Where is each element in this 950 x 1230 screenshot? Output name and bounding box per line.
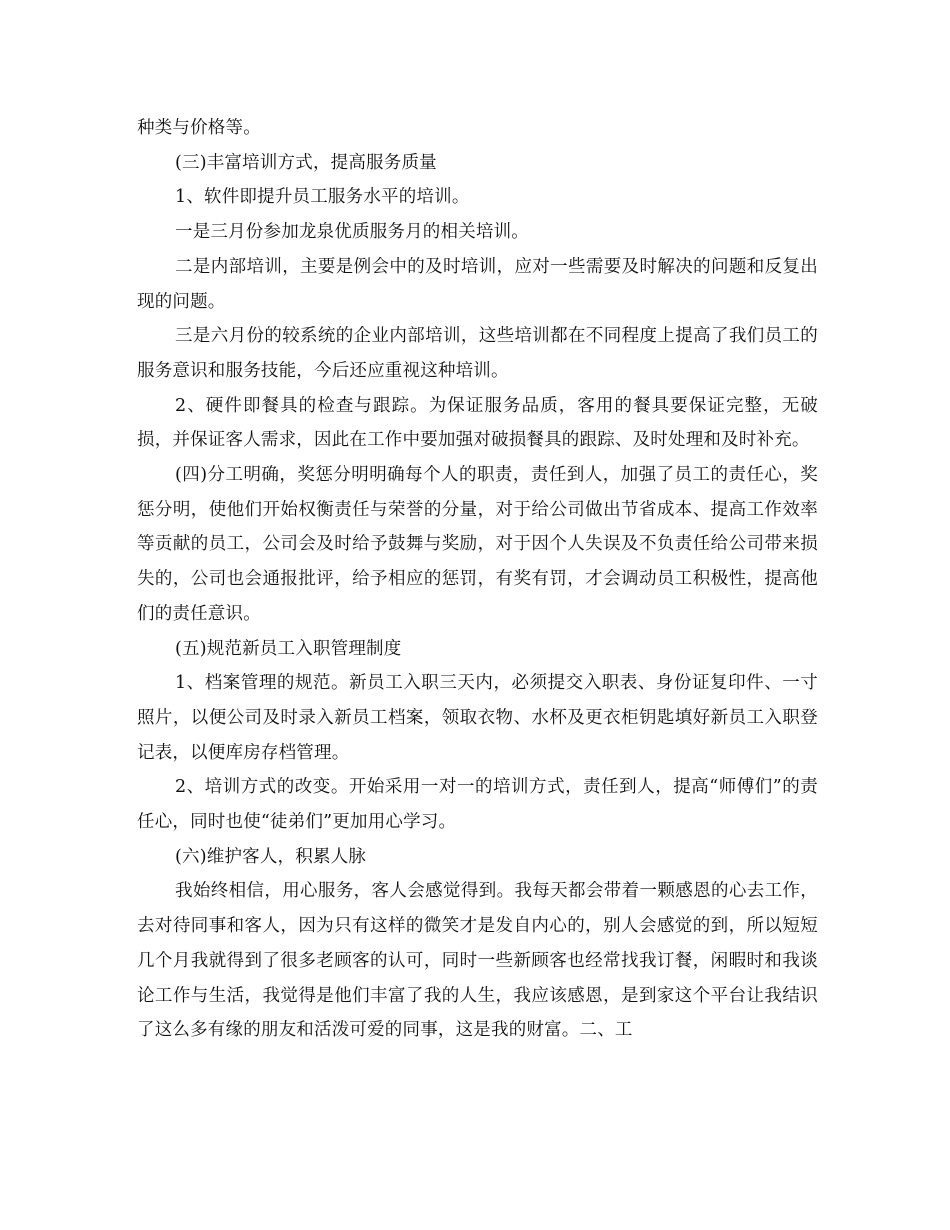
- section-heading-3: (三)丰富培训方式，提高服务质量: [175, 152, 437, 173]
- paragraph-6: 三是六月份的较系统的企业内部培训，这些培训都在不同程度上提高了我们员工的服务意识和服务技能，今后还应重视这种培训。: [137, 326, 818, 381]
- paragraph-4: 一是三月份参加龙泉优质服务月的相关培训。: [175, 222, 529, 243]
- section-heading-6: (六)维护客人，积累人脉: [175, 846, 367, 867]
- paragraph-7: 2、硬件即餐具的检查与跟踪。为保证服务品质，客用的餐具要保证完整，无破损，并保证客人需求，因此在工作中要加强对破损餐具的跟踪、及时处理和及时补充。: [137, 395, 818, 451]
- paragraph-3: 1、软件即提升员工服务水平的培训。: [175, 187, 470, 208]
- paragraph-1: 种类与价格等。: [137, 118, 261, 138]
- paragraph-11: 2、培训方式的改变。开始采用一对一的培训方式，责任到人，提高“师傅们”的责任心，同时也使“徒弟们”更加用心学习。: [137, 777, 818, 833]
- document-body: [137, 111, 818, 1048]
- section-heading-5: (五)规范新员工入职管理制度: [175, 638, 402, 659]
- paragraph-8: (四)分工明确，奖惩分明明确每个人的职责，责任到人，加强了员工的责任心，奖惩分明，使他们开始权衡责任与荣誉的分量，对于给公司做出节省成本、提高工作效率等贡献的员工，公司会及时给予鼓舞与奖励，对于因个人失误及不负责任给公司带来损失的，公司也会通报批评，给予相应的惩罚，有奖有罚，才会调动员工积极性，提高他们的责任意识。: [137, 465, 818, 624]
- paragraph-13: 我始终相信，用心服务，客人会感觉得到。我每天都会带着一颗感恩的心去工作，去对待同事和客人，因为只有这样的微笑才是发自内心的，别人会感觉的到，所以短短几个月我就得到了很多老顾客的认可，同时一些新顾客也经常找我订餐，闲暇时和我谈论工作与生活，我觉得是他们丰富了我的人生，我应该感恩，是到家这个平台让我结识了这么多有缘的朋友和活泼可爱的同事，这是我的财富。二、工: [137, 881, 818, 1041]
- paragraph-10: 1、档案管理的规范。新员工入职三天内，必须提交入职表、身份证复印件、一寸照片，以便公司及时录入新员工档案，领取衣物、水杯及更衣柜钥匙填好新员工入职登记表，以便库房存档管理。: [137, 673, 818, 763]
- paragraph-5: 二是内部培训，主要是例会中的及时培训，应对一些需要及时解决的问题和反复出现的问题。: [137, 256, 818, 312]
